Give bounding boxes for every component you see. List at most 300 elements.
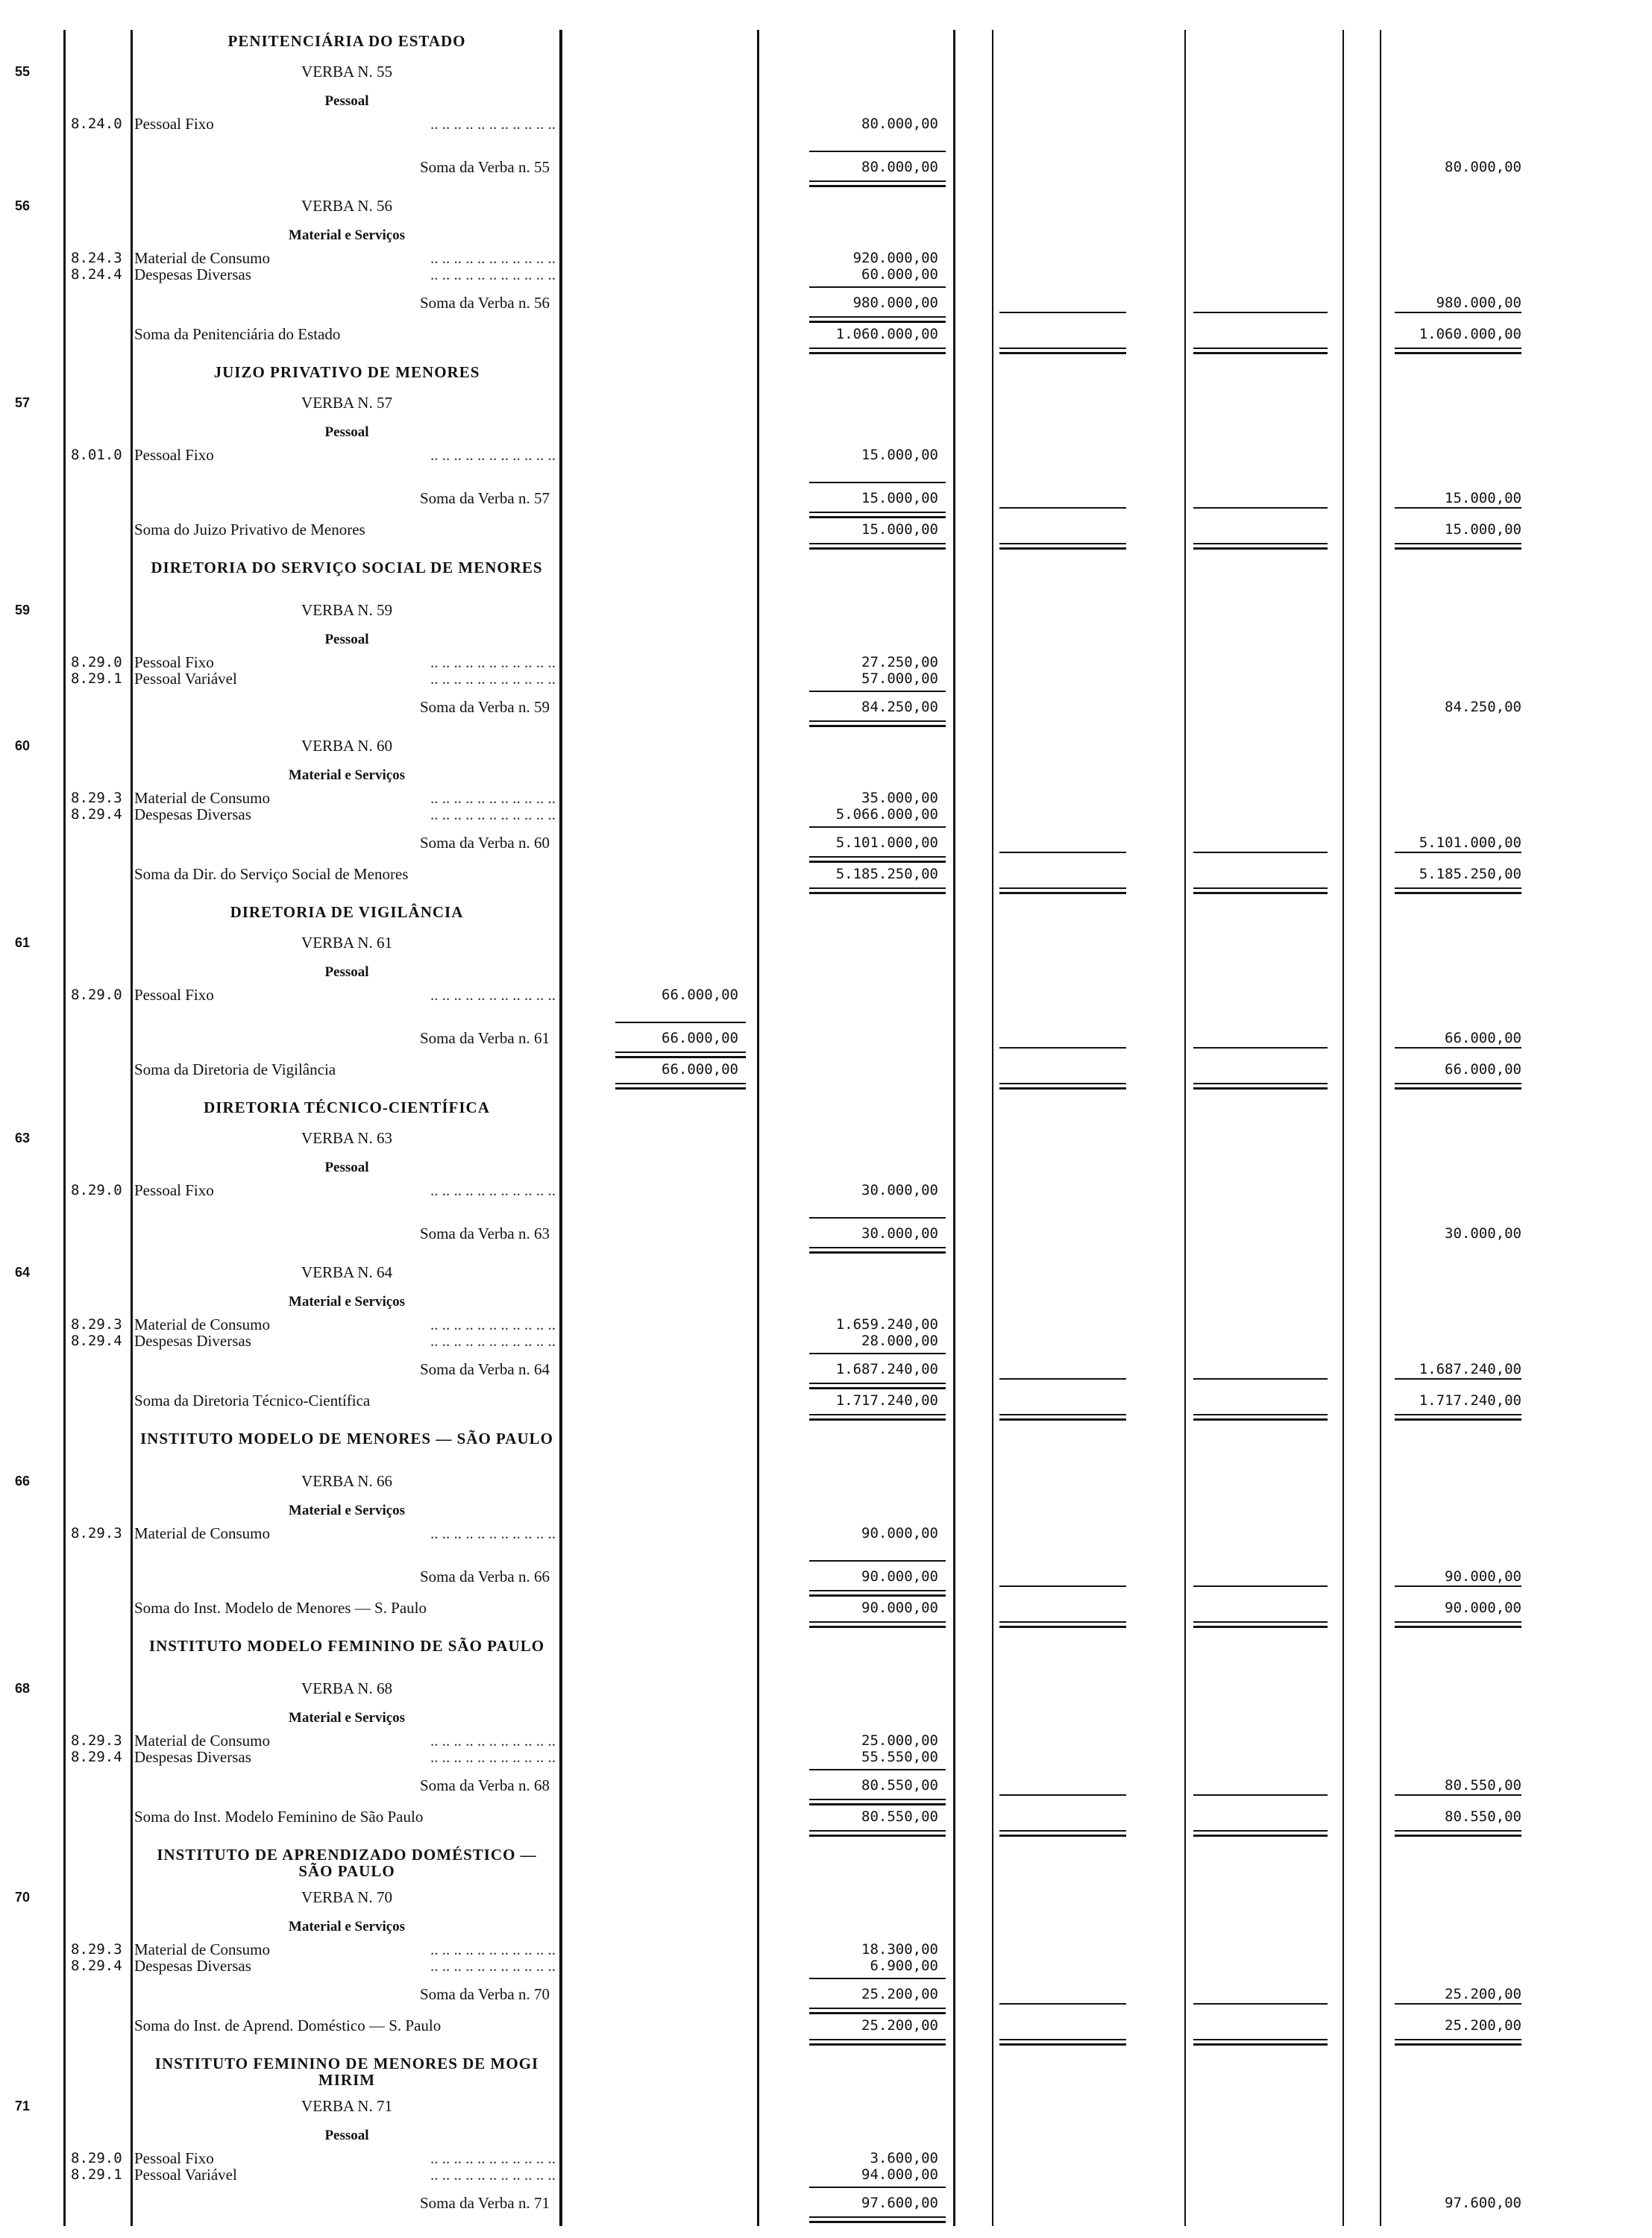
rule-line [1395,1626,1521,1628]
item-code: 8.29.4 [71,806,122,823]
rule-line [1193,1418,1328,1421]
rule-line [809,1769,946,1770]
verba-total-value: 80.000,00 [1445,159,1521,175]
rule-line [809,2039,946,2040]
item-code: 8.29.3 [71,1732,122,1749]
rule-line [809,861,946,863]
rule-line [809,321,946,323]
section-heading: DIRETORIA DE VIGILÂNCIA [230,903,464,921]
group-total-value: 80.550,00 [1445,1808,1521,1825]
rule-line [999,1585,1126,1587]
rule-line [1193,1794,1328,1796]
rule-line [615,1056,746,1058]
item-description: Material de Consumo [134,1316,270,1333]
rule-line [1193,1585,1328,1587]
rule-line [1395,1830,1521,1832]
rule-line [809,1387,946,1389]
rule-line [809,1414,946,1415]
item-code: 8.01.0 [71,447,122,463]
item-value: 6.900,00 [870,1958,938,1974]
soma-verba-label: Soma da Verba n. 61 [420,1029,550,1047]
soma-verba-label: Soma da Verba n. 57 [420,489,550,507]
rule-line [1395,852,1521,853]
rule-line [999,2039,1126,2040]
rule-line [809,1383,946,1384]
rule-line [615,1052,746,1053]
rule-line [1395,348,1521,349]
rule-line [1193,547,1328,550]
rule-line [1193,1414,1328,1415]
rule-line [809,543,946,544]
rule-line [809,2216,946,2218]
group-sum-value: 66.000,00 [662,1061,738,1078]
line-number: 66 [15,1474,31,1489]
rule-line [809,547,946,550]
line-number: 64 [15,1265,31,1280]
item-value: 18.300,00 [861,1941,938,1958]
leader-dots: .. .. .. .. .. .. .. .. .. .. .. [430,653,556,671]
rule-line [999,1626,1126,1628]
item-value: 90.000,00 [861,1525,938,1541]
column-rule [63,30,66,2226]
item-description: Pessoal Fixo [134,2149,214,2167]
item-description: Pessoal Variável [134,670,237,688]
line-number: 55 [15,64,31,79]
rule-line [1193,507,1328,509]
rule-line [999,1418,1126,1421]
rule-line [1193,1047,1328,1049]
rule-line [1193,1087,1328,1090]
rule-line [1395,2039,1521,2040]
group-total-value: 15.000,00 [1445,521,1521,538]
rule-line [999,312,1126,313]
leader-dots: .. .. .. .. .. .. .. .. .. .. .. [430,1181,556,1199]
rule-line [809,826,946,828]
rule-line [999,348,1126,349]
rule-line [1193,1830,1328,1832]
item-description: Material de Consumo [134,249,270,267]
rule-line [809,512,946,513]
item-code: 8.29.3 [71,1525,122,1541]
leader-dots: .. .. .. .. .. .. .. .. .. .. .. [430,1332,556,1350]
rule-line [999,352,1126,354]
line-number: 60 [15,738,31,753]
item-description: Pessoal Fixo [134,446,214,464]
item-value: 1.659.240,00 [835,1316,938,1333]
rule-line [1395,312,1521,313]
item-description: Pessoal Fixo [134,986,214,1004]
rule-line [615,1022,746,1023]
verba-title: VERBA N. 70 [301,1888,392,1906]
rule-line [809,1621,946,1623]
soma-verba-value: 90.000,00 [861,1568,938,1585]
rule-line [1193,1835,1328,1837]
rule-line [999,507,1126,509]
section-heading: INSTITUTO MODELO FEMININO DE SÃO PAULO [148,1637,545,1655]
verba-title: VERBA N. 61 [301,934,392,952]
rule-line [999,2043,1126,2046]
rule-line [809,185,946,187]
soma-verba-value: 25.200,00 [861,1986,938,2002]
rule-line [1193,2039,1328,2040]
rule-line [809,1803,946,1805]
verba-total-value: 80.550,00 [1445,1777,1521,1794]
rule-line [615,1087,746,1090]
soma-verba-label: Soma da Verba n. 56 [420,294,550,312]
item-description: Material de Consumo [134,789,270,807]
leader-dots: .. .. .. .. .. .. .. .. .. .. .. [430,1524,556,1542]
item-code: 8.29.0 [71,1182,122,1198]
rule-line [809,887,946,889]
rule-line [809,1594,946,1597]
verba-category: Material e Serviços [288,227,406,243]
rule-line [809,516,946,518]
verba-total-value: 84.250,00 [1445,699,1521,715]
rule-line [1193,352,1328,354]
item-code: 8.29.3 [71,1316,122,1333]
rule-line [999,1378,1126,1380]
group-sum-value: 80.550,00 [861,1808,938,1825]
soma-verba-value: 66.000,00 [662,1030,738,1046]
item-value: 35.000,00 [861,790,938,806]
line-number: 61 [15,935,31,950]
rule-line [809,316,946,318]
column-rule [559,30,562,2226]
verba-total-value: 25.200,00 [1445,1986,1521,2002]
group-sum-value: 90.000,00 [861,1600,938,1616]
item-code: 8.29.4 [71,1333,122,1349]
rule-line [1395,1083,1521,1084]
soma-verba-label: Soma da Verba n. 63 [420,1225,550,1242]
soma-verba-label: Soma da Verba n. 64 [420,1360,550,1378]
leader-dots: .. .. .. .. .. .. .. .. .. .. .. [430,2166,556,2184]
line-number: 57 [15,395,31,410]
rule-line [999,1087,1126,1090]
line-number: 68 [15,1681,31,1696]
rule-line [1395,1585,1521,1587]
item-description: Material de Consumo [134,1732,270,1750]
rule-line [809,1830,946,1832]
rule-line [809,352,946,354]
leader-dots: .. .. .. .. .. .. .. .. .. .. .. [430,1940,556,1958]
rule-line [1395,1047,1521,1049]
item-description: Material de Consumo [134,1524,270,1542]
line-number: 71 [15,2099,31,2113]
rule-line [999,852,1126,853]
soma-verba-value: 84.250,00 [861,699,938,715]
rule-line [809,2043,946,2046]
rule-line [809,2012,946,2014]
rule-line [1395,1418,1521,1421]
leader-dots: .. .. .. .. .. .. .. .. .. .. .. [430,115,556,133]
leader-dots: .. .. .. .. .. .. .. .. .. .. .. [430,1732,556,1750]
soma-verba-label: Soma da Verba n. 59 [420,698,550,716]
leader-dots: .. .. .. .. .. .. .. .. .. .. .. [430,789,556,807]
column-rule [131,30,133,2226]
rule-line [999,892,1126,894]
rule-line [1395,1378,1521,1380]
rule-line [1395,2003,1521,2005]
rule-line [809,720,946,722]
group-total-value: 1.717.240,00 [1419,1392,1521,1409]
rule-line [809,892,946,894]
soma-verba-label: Soma da Verba n. 71 [420,2194,550,2212]
verba-category: Material e Serviços [288,1503,406,1518]
rule-line [809,1418,946,1421]
verba-total-value: 1.687.240,00 [1419,1361,1521,1377]
soma-verba-label: Soma da Verba n. 66 [420,1568,550,1585]
rule-line [1193,1621,1328,1623]
rule-line [615,1083,746,1084]
verba-title: VERBA N. 71 [301,2097,392,2115]
rule-line [1193,1083,1328,1084]
item-description: Pessoal Fixo [134,1181,214,1199]
verba-title: VERBA N. 57 [301,394,392,412]
rule-line [1193,543,1328,544]
item-description: Despesas Diversas [134,1748,251,1766]
rule-line [999,2003,1126,2005]
leader-dots: .. .. .. .. .. .. .. .. .. .. .. [430,1316,556,1333]
item-code: 8.24.4 [71,266,122,283]
item-code: 8.29.1 [71,2166,122,2183]
rule-line [1193,1626,1328,1628]
rule-line [809,1251,946,1254]
line-number: 63 [15,1131,31,1145]
rule-line [1395,352,1521,354]
rule-line [999,1083,1126,1084]
verba-category: Material e Serviços [288,767,406,783]
verba-category: Pessoal [324,1160,369,1175]
rule-line [809,856,946,858]
group-sum-label: Soma do Inst. Modelo Feminino de São Paulo [134,1808,424,1826]
verba-category: Pessoal [324,964,369,980]
group-sum-label: Soma da Diretoria de Vigilância [134,1060,336,1078]
verba-title: VERBA N. 68 [301,1679,392,1697]
section-heading: DIRETORIA TÉCNICO-CIENTÍFICA [204,1098,490,1116]
verba-category: Pessoal [324,424,369,440]
section-heading: DIRETORIA DO SERVIÇO SOCIAL DE MENORES [151,559,543,576]
verba-category: Material e Serviços [288,1294,406,1310]
soma-verba-label: Soma da Verba n. 60 [420,834,550,852]
rule-line [1395,887,1521,889]
item-code: 8.29.1 [71,670,122,687]
rule-line [809,2221,946,2223]
group-sum-value: 1.060.000,00 [835,326,938,342]
section-heading: PENITENCIÁRIA DO ESTADO [227,32,466,50]
verba-title: VERBA N. 63 [301,1129,392,1147]
item-description: Despesas Diversas [134,1957,251,1975]
group-total-value: 1.060.000,00 [1419,326,1521,342]
item-code: 8.29.3 [71,790,122,806]
item-value: 60.000,00 [861,266,938,283]
soma-verba-label: Soma da Verba n. 55 [420,158,550,176]
rule-line [809,1799,946,1800]
item-code: 8.29.0 [71,987,122,1003]
leader-dots: .. .. .. .. .. .. .. .. .. .. .. [430,670,556,688]
verba-title: VERBA N. 60 [301,737,392,755]
rule-line [809,151,946,152]
column-rule [1184,30,1186,2226]
item-value: 3.600,00 [870,2150,938,2166]
verba-title: VERBA N. 59 [301,601,392,619]
leader-dots: .. .. .. .. .. .. .. .. .. .. .. [430,1957,556,1975]
item-value: 55.550,00 [861,1749,938,1765]
verba-total-value: 15.000,00 [1445,490,1521,506]
rule-line [809,1560,946,1562]
group-sum-value: 15.000,00 [861,521,938,538]
group-sum-value: 1.717.240,00 [835,1392,938,1409]
rule-line [999,1047,1126,1049]
group-sum-value: 25.200,00 [861,2017,938,2034]
section-heading: INSTITUTO DE APRENDIZADO DOMÉSTICO — SÃO PAULO [157,1846,537,1880]
verba-total-value: 5.101.000,00 [1419,834,1521,851]
leader-dots: .. .. .. .. .. .. .. .. .. .. .. [430,265,556,283]
rule-line [1395,1835,1521,1837]
group-sum-value: 5.185.250,00 [835,866,938,882]
soma-verba-value: 80.000,00 [861,159,938,175]
group-sum-label: Soma da Penitenciária do Estado [134,325,341,343]
verba-category: Pessoal [324,632,369,647]
rule-line [809,286,946,288]
group-sum-label: Soma do Juizo Privativo de Menores [134,521,365,538]
item-code: 8.29.0 [71,2150,122,2166]
soma-verba-value: 1.687.240,00 [835,1361,938,1377]
group-total-value: 5.185.250,00 [1419,866,1521,882]
item-description: Pessoal Fixo [134,115,214,133]
item-description: Despesas Diversas [134,265,251,283]
rule-line [999,1414,1126,1415]
soma-verba-label: Soma da Verba n. 68 [420,1776,550,1794]
rule-line [809,725,946,727]
group-total-value: 66.000,00 [1445,1061,1521,1078]
rule-line [809,1247,946,1248]
column-rule [1342,30,1344,2226]
rule-line [1193,2003,1328,2005]
item-description: Pessoal Variável [134,2166,237,2184]
group-total-value: 25.200,00 [1445,2017,1521,2034]
rule-line [809,1978,946,1979]
soma-verba-value: 5.101.000,00 [835,834,938,851]
verba-total-value: 66.000,00 [1445,1030,1521,1046]
rule-line [999,1794,1126,1796]
rule-line [999,543,1126,544]
group-sum-label: Soma da Dir. do Serviço Social de Menores [134,865,409,883]
rule-line [809,1590,946,1591]
verba-category: Pessoal [324,2128,369,2143]
item-value: 28.000,00 [861,1333,938,1349]
item-value: 5.066.000,00 [835,806,938,823]
leader-dots: .. .. .. .. .. .. .. .. .. .. .. [430,446,556,464]
line-number: 56 [15,198,31,213]
column-rule [1380,30,1381,2226]
rule-line [1395,1794,1521,1796]
item-value: 15.000,00 [861,447,938,463]
rule-line [1395,507,1521,509]
soma-verba-value: 980.000,00 [852,295,938,311]
rule-line [1193,892,1328,894]
item-code: 8.24.3 [71,250,122,266]
rule-line [1193,1378,1328,1380]
rule-line [999,887,1126,889]
item-value: 66.000,00 [662,987,738,1003]
item-description: Pessoal Fixo [134,653,214,671]
item-description: Material de Consumo [134,1940,270,1958]
rule-line [809,1626,946,1628]
line-number: 59 [15,603,31,617]
item-value: 30.000,00 [861,1182,938,1198]
verba-total-value: 90.000,00 [1445,1568,1521,1585]
group-sum-label: Soma do Inst. de Aprend. Doméstico — S. Paulo [134,2017,442,2034]
verba-category: Material e Serviços [288,1710,406,1726]
rule-line [1193,2043,1328,2046]
rule-line [809,691,946,692]
rule-line [809,1835,946,1837]
rule-line [1395,1087,1521,1090]
leader-dots: .. .. .. .. .. .. .. .. .. .. .. [430,249,556,267]
leader-dots: .. .. .. .. .. .. .. .. .. .. .. [430,2149,556,2167]
item-code: 8.29.4 [71,1958,122,1974]
rule-line [1193,887,1328,889]
column-rule [953,30,955,2226]
item-description: Despesas Diversas [134,1332,251,1350]
rule-line [1193,312,1328,313]
rule-line [999,1830,1126,1832]
verba-total-value: 980.000,00 [1436,295,1521,311]
rule-line [1395,892,1521,894]
item-value: 94.000,00 [861,2166,938,2183]
column-rule [992,30,993,2226]
rule-line [1395,1621,1521,1623]
soma-verba-label: Soma da Verba n. 70 [420,1985,550,2003]
soma-verba-value: 15.000,00 [861,490,938,506]
item-code: 8.29.0 [71,654,122,670]
section-heading: INSTITUTO FEMININO DE MENORES DE MOGI MIRIM [154,2055,539,2089]
verba-title: VERBA N. 55 [301,63,392,81]
column-rule [757,30,759,2226]
leader-dots: .. .. .. .. .. .. .. .. .. .. .. [430,986,556,1004]
rule-line [809,2187,946,2188]
rule-line [1193,852,1328,853]
item-value: 25.000,00 [861,1732,938,1749]
verba-total-value: 30.000,00 [1445,1225,1521,1242]
rule-line [809,180,946,182]
verba-title: VERBA N. 56 [301,197,392,215]
item-description: Despesas Diversas [134,805,251,823]
soma-verba-value: 30.000,00 [861,1225,938,1242]
rule-line [1395,543,1521,544]
verba-total-value: 97.600,00 [1445,2195,1521,2211]
verba-category: Pessoal [324,93,369,109]
item-code: 8.29.3 [71,1941,122,1958]
item-value: 920.000,00 [852,250,938,266]
rule-line [809,1353,946,1354]
rule-line [1395,547,1521,550]
rule-line [1395,1414,1521,1415]
item-value: 57.000,00 [861,670,938,687]
section-heading: JUIZO PRIVATIVO DE MENORES [213,363,480,381]
soma-verba-value: 80.550,00 [861,1777,938,1794]
verba-title: VERBA N. 66 [301,1472,392,1490]
rule-line [999,1835,1126,1837]
line-number: 70 [15,1890,31,1905]
rule-line [809,2008,946,2009]
verba-title: VERBA N. 64 [301,1263,392,1281]
rule-line [999,547,1126,550]
soma-verba-value: 97.600,00 [861,2195,938,2211]
section-heading: INSTITUTO MODELO DE MENORES — SÃO PAULO [140,1430,553,1448]
leader-dots: .. .. .. .. .. .. .. .. .. .. .. [430,805,556,823]
verba-category: Material e Serviços [288,1919,406,1934]
